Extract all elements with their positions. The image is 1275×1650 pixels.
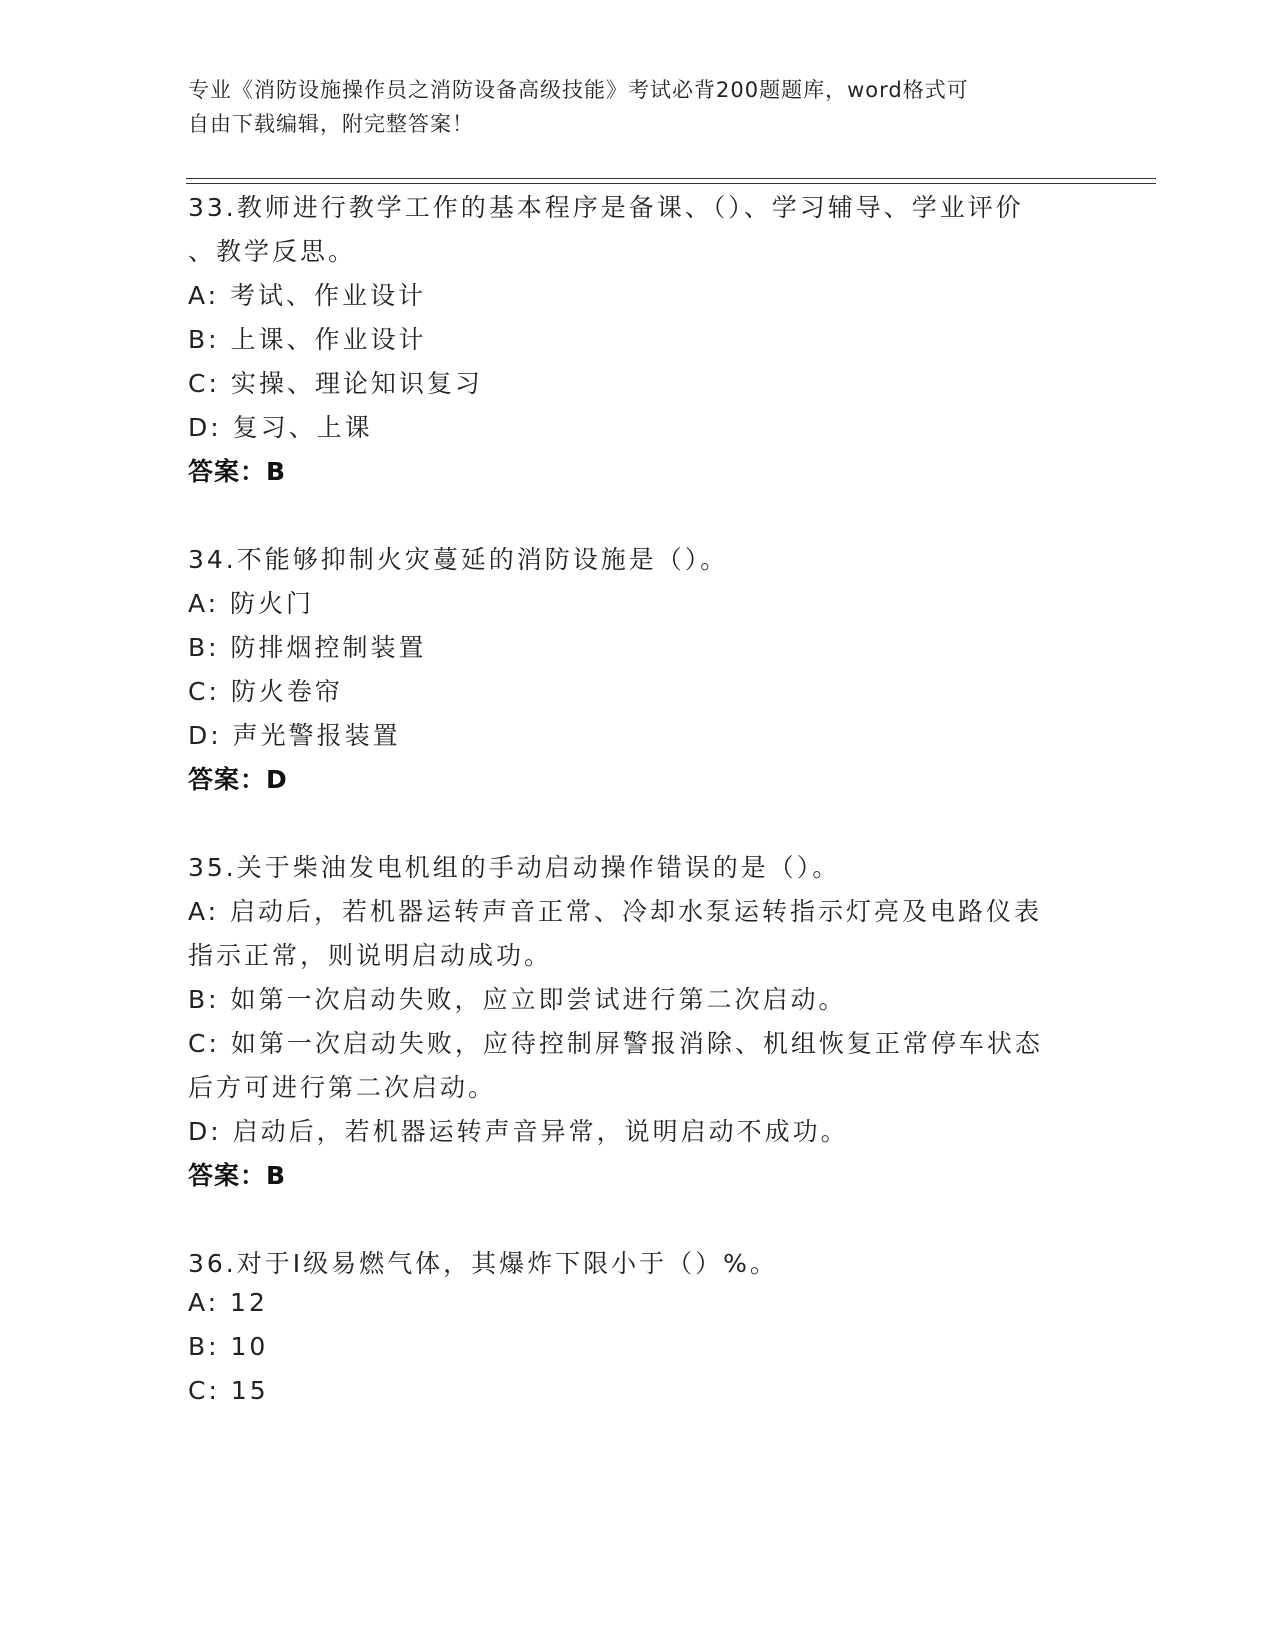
- option-b: B: 10: [188, 1332, 269, 1361]
- question-stem: 34.不能够抑制火灾蔓延的消防设施是（）。: [188, 545, 729, 574]
- option-a: A: 防火门: [188, 589, 315, 618]
- question-stem: 36.对于Ⅰ级易燃气体，其爆炸下限小于（）%。: [188, 1249, 778, 1278]
- answer-label: 答案：B: [188, 1161, 287, 1190]
- header-divider-bottom: [186, 183, 1156, 184]
- header-divider-top: [186, 178, 1156, 179]
- option-d: D: 复习、上课: [188, 413, 373, 442]
- question-stem: 33.教师进行教学工作的基本程序是备课、（）、学习辅导、学业评价: [188, 193, 1024, 222]
- option-c: C: 15: [188, 1376, 269, 1405]
- document-header: [188, 73, 1088, 141]
- answer-label: 答案：D: [188, 765, 288, 794]
- option-c: C: 防火卷帘: [188, 677, 343, 706]
- option-a: A: 考试、作业设计: [188, 281, 427, 310]
- header-title-line-1: 专业《消防设施操作员之消防设备高级技能》考试必背200题题库，word格式可: [188, 78, 969, 102]
- option-c: C: 实操、理论知识复习: [188, 369, 483, 398]
- question-stem: 35.关于柴油发电机组的手动启动操作错误的是（）。: [188, 853, 841, 882]
- option-d: D: 启动后，若机器运转声音异常，说明启动不成功。: [188, 1117, 849, 1146]
- answer-label: 答案：B: [188, 457, 287, 486]
- option-c-continued: 后方可进行第二次启动。: [188, 1073, 497, 1102]
- header-title-line-2: 自由下载编辑，附完整答案！: [188, 112, 474, 136]
- option-c: C: 如第一次启动失败，应待控制屏警报消除、机组恢复正常停车状态: [188, 1029, 1043, 1058]
- option-a: A: 启动后，若机器运转声音正常、冷却水泵运转指示灯亮及电路仪表: [188, 897, 1043, 926]
- option-a-continued: 指示正常，则说明启动成功。: [188, 941, 553, 970]
- option-b: B: 防排烟控制装置: [188, 633, 427, 662]
- option-a: A: 12: [188, 1288, 268, 1317]
- option-d: D: 声光警报装置: [188, 721, 401, 750]
- option-b: B: 如第一次启动失败，应立即尝试进行第二次启动。: [188, 985, 847, 1014]
- question-stem-continued: 、教学反思。: [188, 237, 357, 266]
- option-b: B: 上课、作业设计: [188, 325, 427, 354]
